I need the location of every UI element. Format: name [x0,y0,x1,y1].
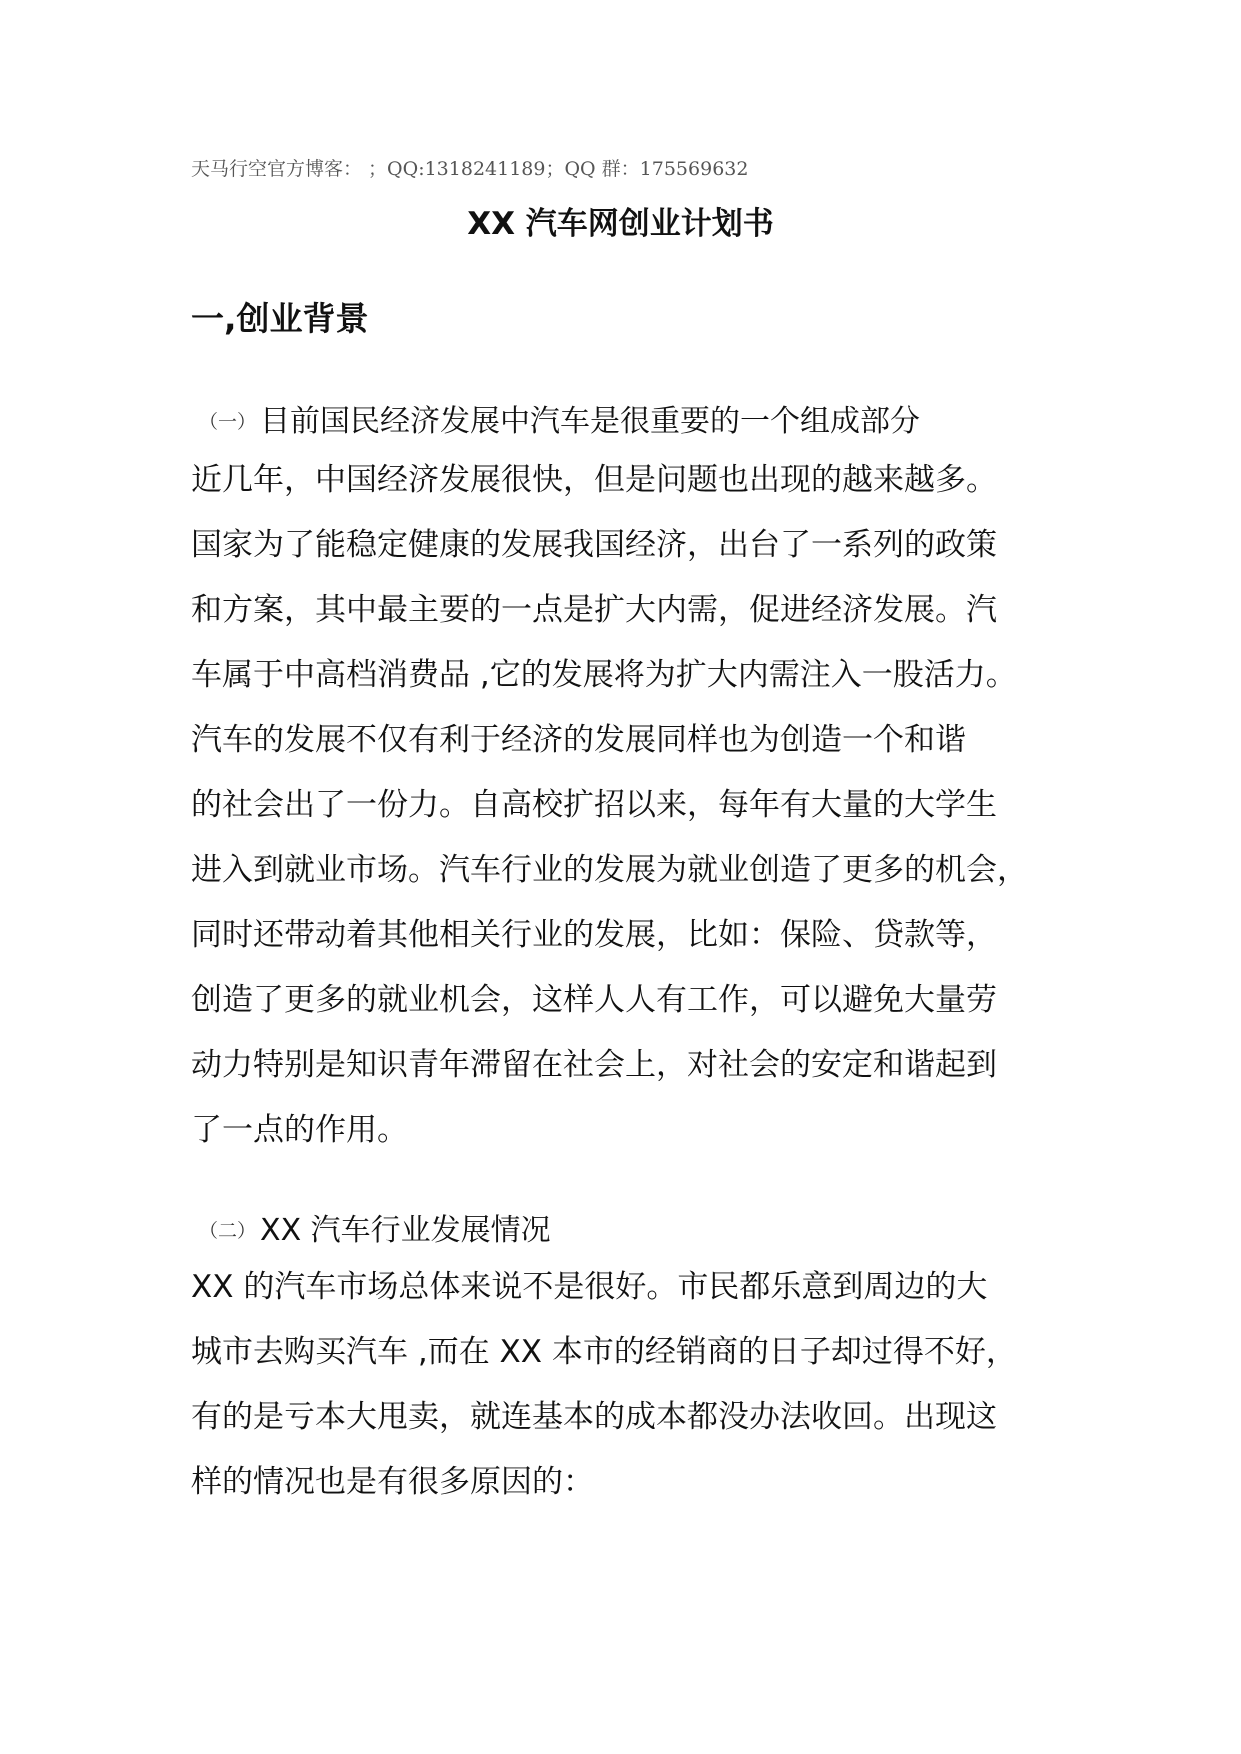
paragraph-line: 同时还带动着其他相关行业的发展，比如：保险、贷款等， [191,917,997,953]
paragraph-line: 了一点的作用。 [191,1112,408,1148]
paragraph-line: 国家为了能稳定健康的发展我国经济，出台了一系列的政策 [191,527,997,563]
paragraph-line: 近几年，中国经济发展很快，但是问题也出现的越来越多。 [191,462,997,498]
subsection-1-marker: （一） [199,411,257,433]
paragraph-line: 动力特别是知识青年滞留在社会上，对社会的安定和谐起到 [191,1047,997,1083]
subsection-2-marker: （二） [199,1220,257,1242]
section-heading: 一,创业背景 [191,299,369,338]
subsection-2-title: XX 汽车行业发展情况 [260,1213,551,1248]
paragraph-line: 城市去购买汽车 ,而在 XX 本市的经销商的日子却过得不好， [191,1334,1017,1370]
paragraph-line: 创造了更多的就业机会，这样人人有工作，可以避免大量劳 [191,982,997,1018]
subsection-2-heading [191,1205,551,1249]
document-title: XX 汽车网创业计划书 [467,206,774,242]
subsection-1-title: 目前国民经济发展中汽车是很重要的一个组成部分 [260,404,921,439]
paragraph-line: 车属于中高档消费品 ,它的发展将为扩大内需注入一股活力。 [191,657,1017,693]
paragraph-line: 样的情况也是有很多原因的： [191,1464,594,1500]
paragraph-line: 进入到就业市场。汽车行业的发展为就业创造了更多的机会， [191,852,1028,888]
paragraph-line: 汽车的发展不仅有利于经济的发展同样也为创造一个和谐 [191,722,966,758]
paragraph-line: 有的是亏本大甩卖，就连基本的成本都没办法收回。出现这 [191,1399,997,1435]
paragraph-line: 的社会出了一份力。自高校扩招以来，每年有大量的大学生 [191,787,997,823]
paragraph-line: XX 的汽车市场总体来说不是很好。市民都乐意到周边的大 [191,1269,988,1305]
subsection-1-heading [191,396,920,440]
paragraph-line: 和方案，其中最主要的一点是扩大内需，促进经济发展。汽 [191,592,997,628]
subsection-1-paragraph [191,448,1091,1163]
page-header: 天马行空官方博客： ；QQ:1318241189；QQ 群：175569632 [191,158,749,180]
subsection-2-paragraph [191,1255,1091,1515]
